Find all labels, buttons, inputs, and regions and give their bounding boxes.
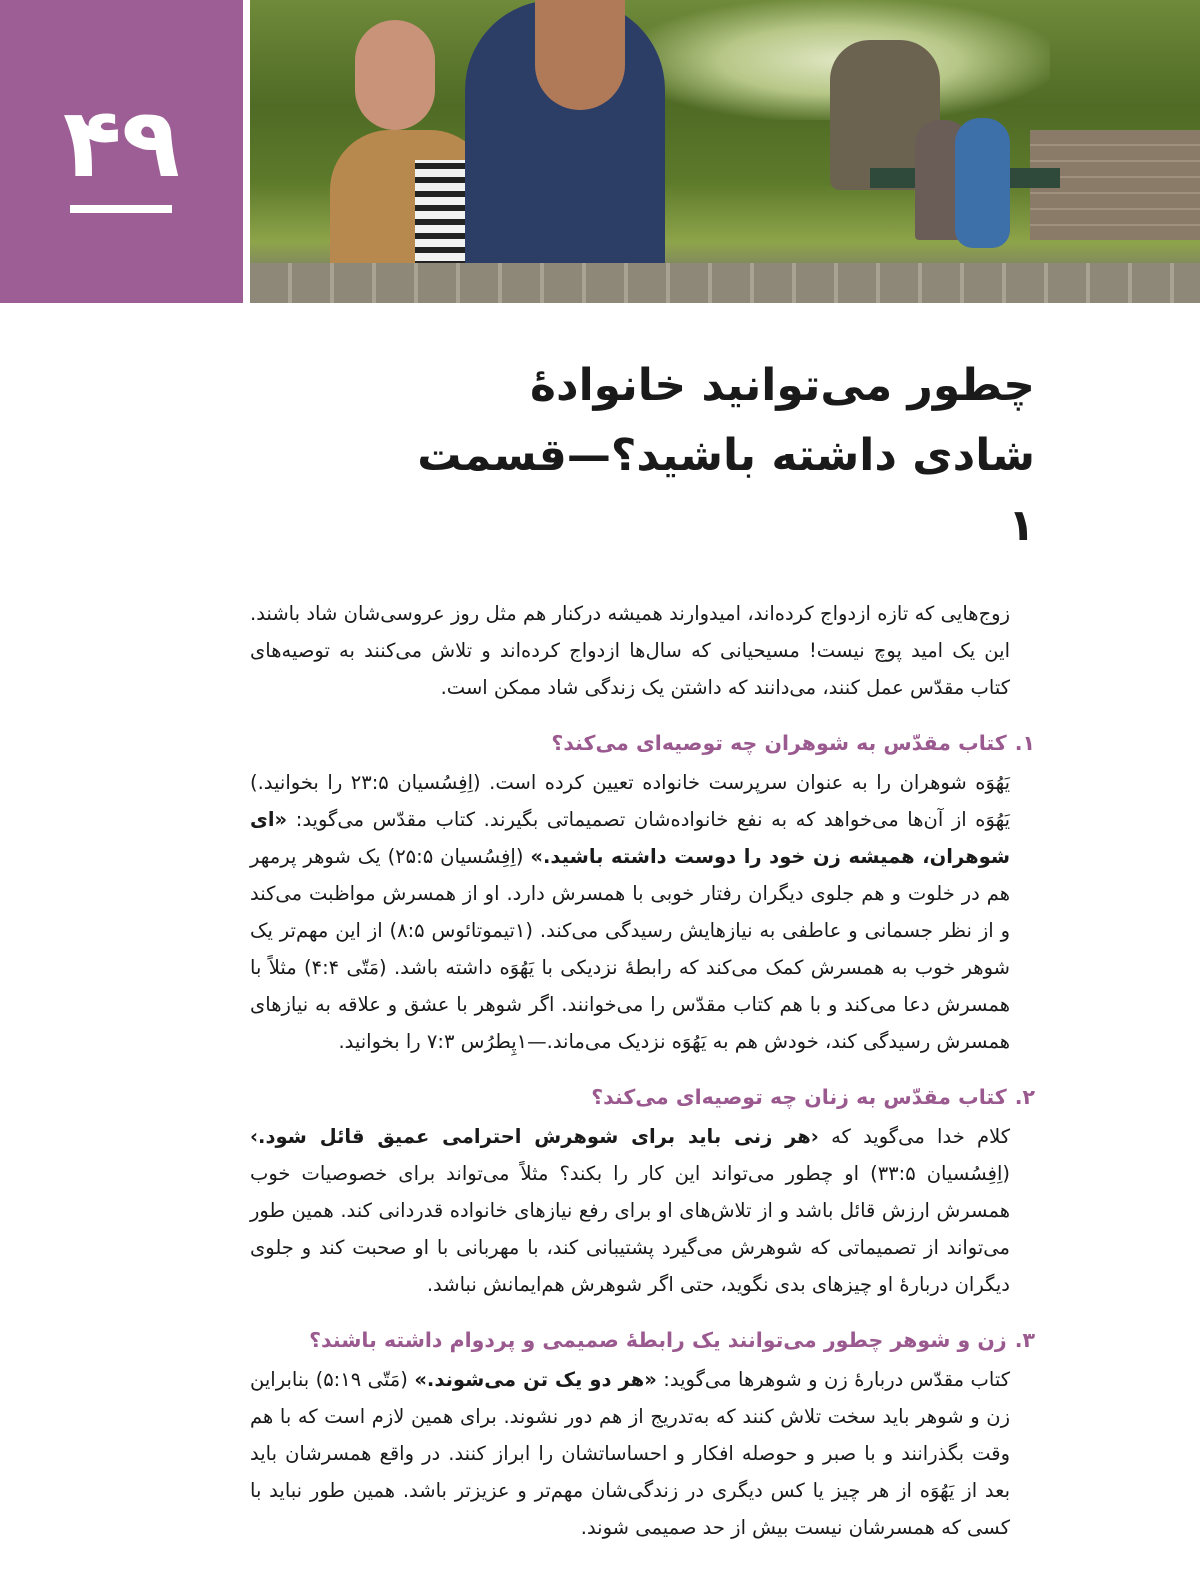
section-heading-text: کتاب مقدّس به زنان چه توصیه‌ای می‌کند؟: [591, 1085, 1007, 1109]
section-heading-text: کتاب مقدّس به شوهران چه توصیه‌ای می‌کند؟: [551, 731, 1007, 755]
lesson-content: [250, 303, 1035, 1586]
scripture-quote: «ای شوهران، همیشه زن خود را دوست داشته باشید.»: [250, 808, 1010, 868]
section-3-body: [250, 1361, 1010, 1546]
lesson-number: ۴۹: [62, 87, 181, 199]
body-text: (اِفِسُسیان ۳۳:۵) او چطور می‌تواند این کار را بکند؟ مثلاً می‌تواند برای خصوصیات خوب همسرش ارزش قائل باشد و از تلاش‌های او برای رفع نیازهای خانواده قدردانی کند. همین طور می‌تواند از تصمیماتی که شوهرش می‌گیرد پشتیبانی کند، با مهربانی با او صحبت کند و جلوی دیگران دربارهٔ او چیزهای بدی نگوید، حتی اگر شوهرش هم‌ایمانش نباشد.: [250, 1162, 1011, 1296]
section-3-heading: [250, 1325, 1035, 1355]
section-number: ۲.: [1014, 1085, 1035, 1109]
section-1-heading: [250, 728, 1035, 758]
body-text: (اِفِسُسیان ۲۵:۵) یک شوهر پرمهر هم در خلوت و هم جلوی دیگران رفتار خوبی با همسرش دارد. او از همسرش مواظبت می‌کند و از نظر جسمانی و عاطفی به نیازهایش رسیدگی می‌کند. (۱تیموتائوس ۸:۵) از این مهم‌تر یک شوهر خوب به همسرش کمک می‌کند که رابطهٔ نزدیکی با یَهُوَه داشته باشد. (مَتّی ۴:۴) مثلاً با همسرش دعا می‌کند و با هم کتاب مقدّس را می‌خوانند. اگر شوهر با عشق و علاقه به نیازهای همسرش رسیدگی کند، خودش هم به یَهُوَه نزدیک می‌ماند.—۱پِطرُس ۷:۳ را بخوانید.: [250, 845, 1011, 1053]
lesson-number-box: [0, 0, 243, 303]
section-1-body: [250, 764, 1010, 1060]
body-text: (مَتّی ۵:۱۹) بنابراین زن و شوهر باید سخت تلاش کنند که به‌تدریج از هم دور نشوند. برای همین لازم است که با هم وقت بگذرانند و با صبر و حوصله افکار و احساساتشان را ابراز کنند. در واقع همسرشان باید بعد از یَهُوَه از هر چیز یا کس دیگری در زندگی‌شان مهم‌تر و عزیزتر باشد. همین طور نباید با کسی که همسرشان نیست بیش از حد صمیمی شوند.: [250, 1368, 1010, 1539]
body-text: کتاب مقدّس دربارهٔ زن و شوهرها می‌گوید:: [656, 1368, 1011, 1391]
section-number: ۱.: [1014, 731, 1035, 755]
page-title: چطور می‌توانید خانوادهٔ شادی داشته باشید؟—قسمت ۱: [417, 360, 1035, 551]
scripture-quote: «هر دو یک تن می‌شوند.»: [414, 1368, 657, 1391]
section-2-heading: [250, 1082, 1035, 1112]
intro-paragraph: زوج‌هایی که تازه ازدواج کرده‌اند، امیدوارند همیشه درکنار هم مثل روز عروسی‌شان شاد باشند. این یک امید پوچ نیست! مسیحیانی که سال‌ها ازدواج کرده‌اند و تلاش می‌کنند به توصیه‌های کتاب مقدّس عمل کنند، می‌دانند که داشتن یک زندگی شاد ممکن است.: [250, 602, 1010, 699]
scripture-quote: ‹هر زنی باید برای شوهرش احترامی عمیق قائل شود.›: [250, 1125, 819, 1148]
header-photo-couple-in-park: [250, 0, 1200, 303]
section-heading-text: زن و شوهر چطور می‌توانند یک رابطهٔ صمیمی و پردوام داشته باشند؟: [309, 1328, 1007, 1352]
section-2-body: [250, 1118, 1010, 1303]
body-text: یَهُوَه شوهران را به عنوان سرپرست خانواده تعیین کرده است. (اِفِسُسیان ۲۳:۵ را بخوانید.) یَهُوَه از آن‌ها می‌خواهد که به نفع خانواده‌شان تصمیماتی بگیرند. کتاب مقدّس می‌گوید:: [250, 771, 1011, 831]
page-header: [0, 0, 1200, 303]
body-text: کلام خدا می‌گوید که: [818, 1125, 1010, 1148]
section-number: ۳.: [1014, 1328, 1035, 1352]
lesson-number-underline: [70, 205, 172, 213]
